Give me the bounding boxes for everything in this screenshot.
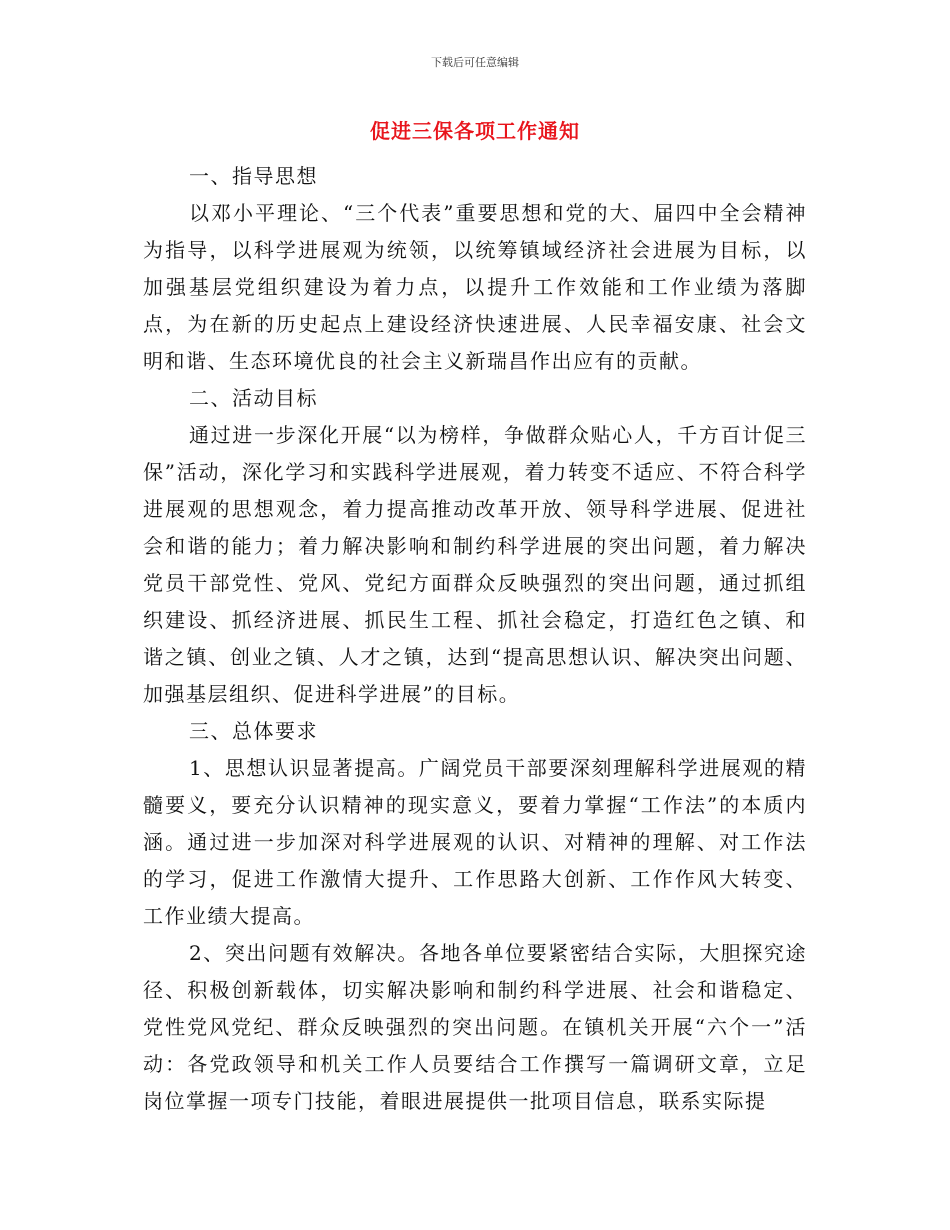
section-heading-guiding-ideology: 一、指导思想 (189, 164, 318, 188)
paragraph-requirement-1: 1、思想认识显著提高。广阔党员干部要深刻理解科学进展观的精髓要义，要充分认识精神的现实意义，要着力掌握“工作法”的本质内涵。通过进一步加深对科学进展观的认识、对精神的理解、对工作法的学习，促进工作激情大提升、工作思路大创新、工作作风大转变、工作业绩大提高。 (143, 756, 807, 928)
paragraph-requirement-2: 2、突出问题有效解决。各地各单位要紧密结合实际，大胆探究途径、积极创新载体，切实解决影响和制约科学进展、社会和谐稳定、党性党风党纪、群众反映强烈的突出问题。在镇机关开展“六个一”活动：各党政领导和机关工作人员要结合工作撰写一篇调研文章，立足岗位掌握一项专门技能，着眼进展提供一批项目信息，联系实际提 (143, 941, 807, 1113)
section-heading-activity-goals: 二、活动目标 (189, 386, 318, 410)
paragraph-activity-goals: 通过进一步深化开展“以为榜样，争做群众贴心人，千方百计促三保”活动，深化学习和实践科学进展观，着力转变不适应、不符合科学进展观的思想观念，着力提高推动改革开放、领导科学进展、促进社会和谐的能力；着力解决影响和制约科学进展的突出问题，着力解决党员干部党性、党风、党纪方面群众反映强烈的突出问题，通过抓组织建设、抓经济进展、抓民生工程、抓社会稳定，打造红色之镇、和谐之镇、创业之镇、人才之镇，达到“提高思想认识、解决突出问题、加强基层组织、促进科学进展”的目标。 (143, 423, 807, 706)
page-header-note: 下载后可任意编辑 (431, 56, 519, 69)
document-body (143, 158, 807, 1120)
paragraph-guiding-ideology: 以邓小平理论、“三个代表”重要思想和党的大、届四中全会精神为指导，以科学进展观为统领，以统筹镇域经济社会进展为目标，以加强基层党组织建设为着力点，以提升工作效能和工作业绩为落脚点，为在新的历史起点上建设经济快速进展、人民幸福安康、社会文明和谐、生态环境优良的社会主义新瑞昌作出应有的贡献。 (143, 201, 807, 373)
section-heading-overall-requirements: 三、总体要求 (189, 719, 318, 743)
document-title: 促进三保各项工作通知 (370, 119, 580, 143)
